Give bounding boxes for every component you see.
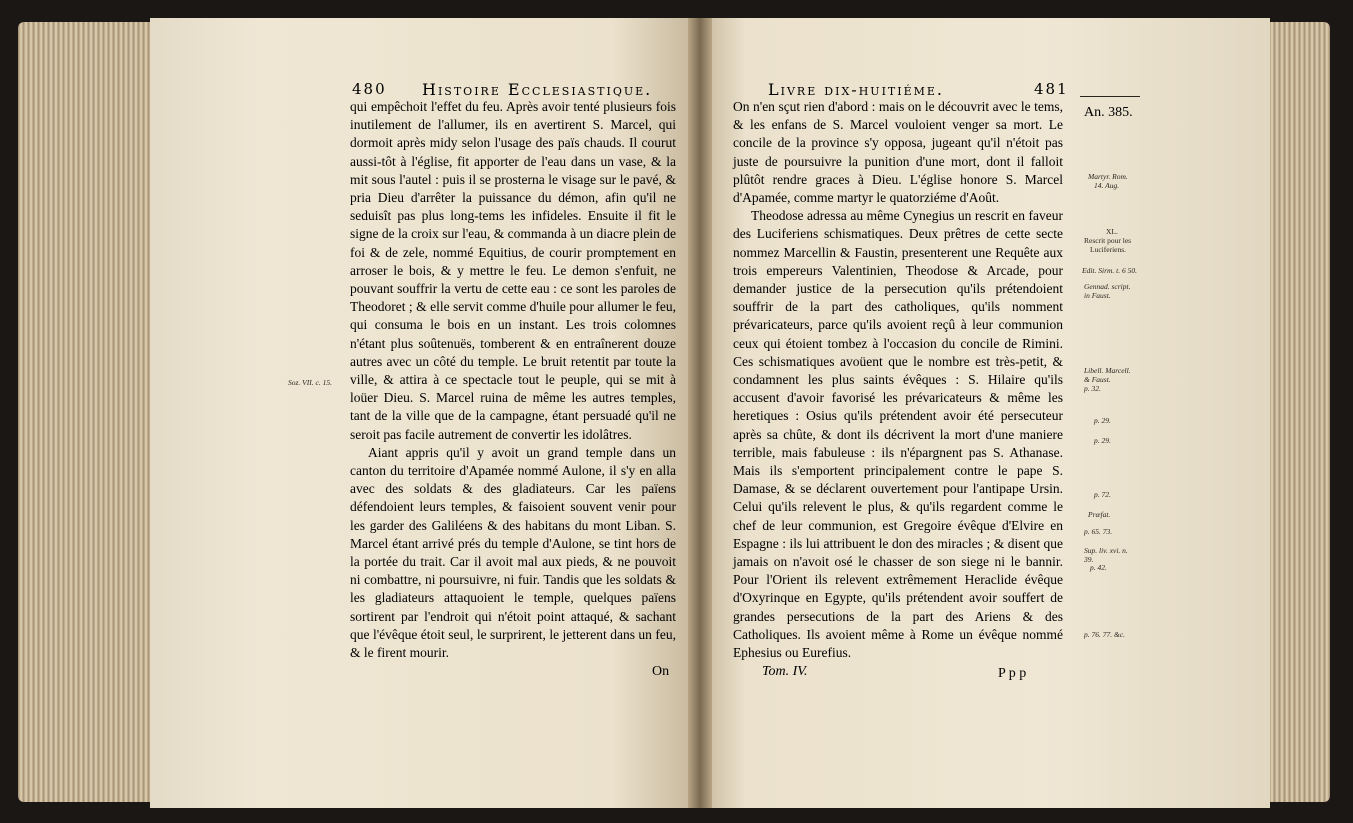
right-body-text [733,98,1063,662]
right-margin-note: p. 29. [1094,436,1111,445]
left-running-title: Histoire Ecclesiastique. [422,80,653,99]
right-margin-note: Edit. Sirm. t. 6 50. [1082,266,1138,275]
book-gutter [688,18,712,808]
right-margin-note: p. 29. [1094,416,1111,425]
right-margin-note: Præfat. [1088,510,1111,519]
right-margin-note: 39. [1084,555,1094,564]
right-margin-note: 14. Aug. [1094,181,1120,190]
right-paragraph-2: Theodose adressa au même Cynegius un rescrit en faveur des Luciferiens schismatiques. Deux prêtres de cette secte nommez Marcellin & Faustin, presenterent une Requête aux trois empereurs Valentinien, Theodose & Arcade, pour demander justice de la persecution qu'ils prétendoient souffrir de la part des catholiques, qu'ils nomment prévaricateurs, parce qu'ils avoient reçû à leur communion ceux qui étoient tombez à l'occasion du concile de Rimini. Ces schismatiques avoüent que le nombre est très-petit, & condamnent les plus saints évêques : S. Hilaire qu'ils accusent d'avoir favorisé les prévaricateurs & même les heretiques : Osius qu'ils prétendent avoir été persecuteur après sa chûte, & dont ils décrivent la mort d'une maniere terrible, mais fabuleuse : ils n'épargnent pas S. Athanase. Mais ils s'emportent principalement contre le pape S. Damase, & se déclarent ouvertement pour l'antipape Ursin. Celui qu'ils relevent le plus, & qu'ils regardent comme le chef de leur communion, est Gregoire évêque d'Elvire en Espagne : ils lui attribuent le don des miracles ; & disent que jamais on n'avoit osé le chasser de son siege ni le bannir. Pour l'Orient ils relevent extrêmement Heraclide évêque d'Oxyrinque en Egypte, qu'ils prétendent avoir souffert de grandes persecutions de la part des Ariens & des Catholiques. Ils avoient même à Rome un évêque nommé Ephesius ou Eurefius. [733,208,1063,661]
right-page-edges [1265,22,1330,802]
signature-mark: P p p [998,666,1027,681]
right-margin-note: Martyr. Rom. [1088,172,1128,181]
right-running-title: Livre dix-huitiéme. [768,80,945,99]
right-margin-note: p. 32. [1084,384,1101,393]
right-margin-note: p. 65. 73. [1084,527,1113,536]
left-margin-note: Soz. VII. c. 15. [288,378,332,387]
left-page-number: 480 [352,80,387,98]
right-paragraph-1: On n'en sçut rien d'abord : mais on le découvrit avec le tems, & les enfans de S. Marcel vouloient venger sa mort. Le concile de la province s'y opposa, jugeant qu'il n'étoit pas juste de poursuivre la punition d'une mort, dont il falloit plûtôt rendre graces à Dieu. L'église honore S. Marcel d'Apamée, comme martyr le quatorziéme d'Août. [733,99,1063,206]
right-margin-note: Luciferiens. [1090,245,1127,254]
right-margin-note: & Faust. [1084,375,1111,384]
right-margin-note: p. 76. 77. &c. [1084,630,1126,639]
left-catchword: On [652,664,670,679]
left-paragraph-1: qui empêchoit l'effet du feu. Après avoir tenté plusieurs fois inutilement de l'allumer, ils en avertirent S. Marcel, qui dormoit après midy selon l'usage des païs chauds. Il courut aussi-tôt à l'église, fit apporter de l'eau dans un vase, & la mit sous l'autel : puis il se prosterna le visage sur le pavé, & pria Dieu d'arrêter la puissance du démon, afin qu'il ne seduisît pas plus long-tems les infideles. Ensuite il fit le signe de la croix sur l'eau, & commanda à un diacre plein de foi & de zele, nommé Equitius, de courir promptement en arroser le bois, & y mettre le feu. Le demon s'enfuit, ne pouvant souffrir la vertu de cette eau : ce sont les paroles de Theodoret ; & elle servit comme d'huile pour allumer le feu, qui consuma le bois en un instant. Les trois colomnes n'étant plus soûtenuës, tomberent & en entraînerent douze autres avec un côté du temple. Le bruit retentit par toute la ville, & attira à ce spectacle tout le peuple, qui se mit à loüer Dieu. S. Marcel ruina de même les autres temples, tant de la ville que de la campagne, étant persuadé qu'il ne seroit pas facile autrement de convertir les idolâtres. [350,99,676,442]
right-margin-note: Sup. liv. xvi. n. [1084,546,1128,555]
left-page-edges [18,22,158,802]
right-margin-note: p. 42. [1090,563,1107,572]
right-page-number: 481 [1034,80,1069,98]
right-margin-note: Rescrit pour les [1084,236,1132,245]
left-paragraph-2: Aiant appris qu'il y avoit un grand temple dans un canton du territoire d'Apamée nommé Aulone, il s'y en alla avec des soldats & des gladiateurs. Car les païens défendoient leurs temples, & faisoient souvent venir pour les garder des Galiléens & des habitans du mont Liban. S. Marcel étant arrivé prés du temple d'Aulone, se tint hors de la portée du trait. Car il avoit mal aux pieds, & ne pouvoit ni combattre, ni poursuivre, ni fuir. Tandis que les soldats & les gladiateurs attaquoient le temple, quelques païens sortirent par l'endroit qui n'étoit point attaqué, & sachant que l'évêque étoit seul, le surprirent, le jetterent dans un feu, & le firent mourir. [350,444,676,661]
year-label: An. 385. [1084,105,1133,120]
right-margin-note: XL. [1106,227,1118,236]
right-margin-note: in Faust. [1084,291,1111,300]
left-body-text [350,98,676,662]
right-margin-note: p. 72. [1094,490,1111,499]
signature: Tom. IV. [762,664,808,679]
right-margin-note: Gennad. script. [1084,282,1131,291]
right-margin-note: Libell. Marcell. [1084,366,1131,375]
year-rule [1080,96,1140,97]
